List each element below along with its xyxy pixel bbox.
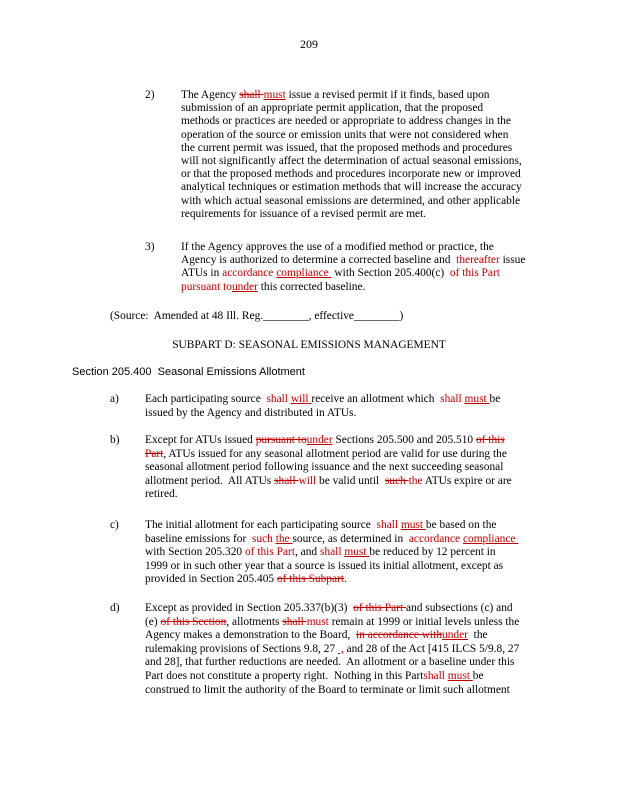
inserted-text: pursuant to	[181, 280, 232, 293]
text-run: requirements for issuance of a revised permit are met.	[181, 207, 427, 220]
item-label: 2)	[145, 89, 155, 101]
text-line	[181, 281, 365, 294]
text-line	[145, 407, 356, 420]
deleted-text: such	[384, 474, 409, 487]
deleted-text: shall	[282, 615, 307, 628]
text-line	[145, 629, 488, 642]
inserted-text: shall	[423, 670, 445, 682]
text-run: this corrected baseline.	[257, 280, 366, 293]
inserted-text: shall	[440, 393, 462, 405]
text-line	[145, 573, 347, 586]
text-line	[181, 195, 520, 208]
text-run: Except as provided in Section 205.337(b)(3)	[145, 602, 354, 614]
subpart-heading: SUBPART D: SEASONAL EMISSIONS MANAGEMENT	[172, 339, 446, 351]
text-line	[181, 142, 512, 155]
text-line	[145, 643, 519, 656]
text-run: Agency makes a demonstration to the Board,	[145, 629, 356, 642]
inserted-text: ,	[338, 642, 344, 655]
inserted-text: of this Part	[244, 546, 295, 559]
inserted-text: such	[251, 532, 273, 545]
text-run: analytical techniques or estimation methods that will increase the accuracy	[181, 181, 522, 194]
text-line	[181, 267, 500, 280]
text-run: Agency is authorized to determine a corrected baseline and	[181, 254, 457, 267]
deleted-text: of this	[475, 434, 505, 446]
text-run: be reduced by 12 percent in	[369, 546, 496, 559]
text-run: the current permit was issued, that the proposed methods and procedures	[181, 141, 513, 154]
inserted-text: under	[306, 434, 333, 446]
item-label: c)	[110, 519, 119, 531]
inserted-text: of this Part	[449, 267, 500, 280]
deleted-text: of this Subpart	[276, 573, 345, 586]
text-run: ATUs expire or are	[422, 474, 512, 487]
text-run: and 28 of the Act [415 ILCS 5/9.8, 27	[343, 642, 520, 655]
text-run: .	[344, 573, 347, 586]
text-line	[145, 684, 510, 697]
text-run: remain at 1999 or initial levels unless the	[328, 615, 520, 628]
inserted-text: the	[408, 474, 423, 487]
text-run: with Section 205.400(c)	[331, 267, 450, 280]
inserted-text: must	[306, 615, 329, 628]
inserted-text: the	[275, 532, 293, 545]
text-run: Except for ATUs issued	[145, 434, 256, 446]
text-line	[145, 670, 484, 683]
inserted-text: must	[344, 546, 370, 559]
inserted-text: must	[464, 393, 490, 405]
text-run: operation of the source or emission units that were not considered when	[181, 128, 509, 141]
text-run: baseline emissions for	[145, 532, 252, 545]
item-label: b)	[110, 434, 120, 446]
deleted-text: Part	[145, 447, 164, 460]
text-line	[145, 488, 178, 501]
inserted-text: compliance	[276, 267, 332, 280]
inserted-text: under	[442, 629, 468, 642]
text-run: issue	[499, 254, 526, 267]
text-line	[145, 475, 512, 488]
text-run: will not significantly affect the determination of actual seasonal emissions,	[181, 155, 522, 167]
text-run: provided in Section 205.405	[145, 573, 277, 586]
text-run: the	[467, 629, 488, 642]
text-run: and 28], that further reductions are needed. An allotment or a baseline under this	[145, 656, 515, 669]
text-line	[145, 560, 503, 573]
deleted-text: pursuant to	[255, 434, 307, 446]
text-run: The Agency	[181, 89, 240, 101]
text-line	[181, 102, 483, 115]
text-line	[145, 461, 503, 474]
text-run: Sections 205.500 and 205.510	[332, 434, 476, 446]
text-run: ATUs in	[181, 267, 223, 280]
text-run: receive an allotment which	[311, 393, 441, 405]
text-line	[145, 602, 513, 615]
text-line	[181, 254, 525, 267]
text-line	[145, 519, 496, 532]
text-run: or that the proposed methods and procedures incorporate new or improved	[181, 168, 521, 181]
text-run: Part does not constitute a property right. Nothing in this Part	[145, 670, 424, 682]
deleted-text: shall	[274, 474, 299, 487]
text-line	[145, 448, 507, 461]
text-run: Each participating source	[145, 393, 267, 405]
text-line	[145, 533, 518, 546]
text-run: be valid until	[316, 474, 385, 487]
text-run: be based on the	[425, 519, 497, 531]
item-label: 3)	[145, 241, 155, 253]
text-line	[145, 656, 514, 669]
text-run: issue a revised permit if it finds, based upon	[285, 89, 490, 101]
page-number: 209	[300, 37, 318, 51]
text-line	[181, 168, 521, 181]
inserted-text: compliance	[462, 532, 519, 545]
inserted-text: shall	[376, 519, 399, 531]
text-run: with which actual seasonal emissions are determined, and other applicable	[181, 194, 521, 207]
inserted-text: under	[231, 280, 258, 293]
text-run: retired.	[145, 488, 178, 501]
inserted-text: thereafter	[456, 254, 500, 267]
text-run: rulemaking provisions of Sections 9.8, 27	[145, 642, 338, 655]
text-line	[181, 89, 489, 102]
text-run: The initial allotment for each participating source	[145, 519, 377, 531]
item-label: a)	[110, 393, 119, 405]
text-line	[181, 115, 511, 128]
text-line	[181, 155, 522, 168]
text-line	[181, 241, 494, 254]
section-heading: Section 205.400 Seasonal Emissions Allotment	[72, 366, 305, 378]
text-run: issued by the Agency and distributed in ATUs.	[145, 406, 357, 419]
text-run: , allotments	[226, 615, 283, 628]
inserted-text: must	[447, 670, 473, 682]
text-line	[181, 129, 508, 142]
text-run: 1999 or in such other year that a source is issued its initial allotment, except as	[145, 559, 504, 572]
deleted-text: of this Part	[353, 602, 406, 614]
text-line	[145, 393, 500, 406]
text-line	[181, 208, 426, 221]
text-run: (e)	[145, 615, 161, 628]
text-run: seasonal allotment period following issuance and the next succeeding seasonal	[145, 461, 504, 474]
text-run: methods or practices are needed or appropriate to address changes in the	[181, 115, 511, 128]
inserted-text: will	[298, 474, 317, 487]
inserted-text: shall	[319, 546, 342, 559]
text-run: construed to limit the authority of the Board to terminate or limit such allotment	[145, 683, 510, 696]
inserted-text: must	[263, 89, 286, 101]
inserted-text: shall	[266, 393, 288, 405]
source-note: (Source: Amended at 48 Ill. Reg.________, effective________)	[110, 310, 404, 322]
deleted-text: in accordance with	[356, 629, 443, 642]
text-run: , and	[294, 546, 320, 559]
text-line	[145, 434, 505, 447]
deleted-text: shall	[239, 89, 264, 101]
text-run: be	[472, 670, 484, 682]
text-line	[145, 546, 496, 559]
item-label: d)	[110, 602, 120, 614]
text-run: allotment period. All ATUs	[145, 474, 275, 487]
inserted-text: accordance	[408, 532, 461, 545]
text-run: , ATUs issued for any seasonal allotment period are valid for use during the	[163, 447, 507, 460]
text-run: and subsections (c) and	[406, 602, 513, 614]
text-run: source, as determined in	[292, 532, 409, 545]
text-line	[145, 616, 519, 629]
inserted-text: will	[290, 393, 312, 405]
inserted-text: must	[400, 519, 426, 531]
deleted-text: of this Section	[160, 615, 227, 628]
text-run: submission of an appropriate permit application, that the proposed	[181, 102, 484, 115]
text-run: be	[489, 393, 501, 405]
text-line	[181, 181, 522, 194]
inserted-text: accordance	[222, 267, 274, 280]
text-run: with Section 205.320	[145, 546, 245, 559]
text-run: If the Agency approves the use of a modified method or practice, the	[181, 241, 494, 253]
